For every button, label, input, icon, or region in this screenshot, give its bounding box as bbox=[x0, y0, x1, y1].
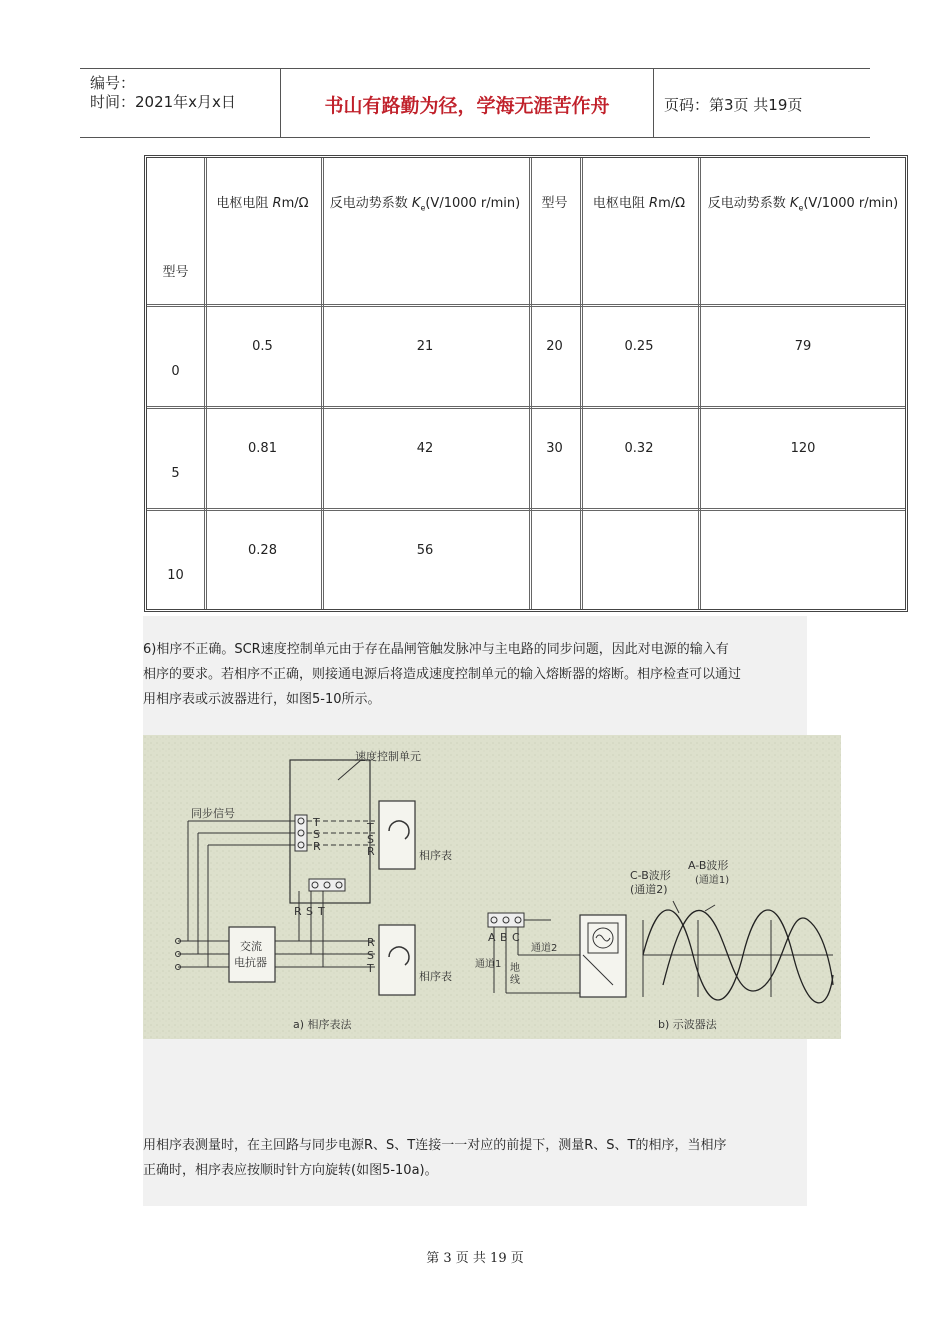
paragraph-line: 用相序表或示波器进行，如图5-10所示。 bbox=[143, 692, 381, 707]
unit-t-label: T bbox=[318, 905, 325, 918]
table-header-emf-2 bbox=[698, 192, 908, 213]
page-header bbox=[80, 68, 870, 138]
phase-meter-bottom-label: 相序表 bbox=[419, 970, 452, 983]
header-page-label: 页码：第3页 共19页 bbox=[664, 96, 803, 114]
paragraph-line: 相序的要求。若相序不正确，则接通电源后将造成速度控制单元的输入熔断器的熔断。相序检查可以通过 bbox=[143, 667, 742, 682]
unit-r-label: R bbox=[294, 905, 302, 918]
emf-prefix: 反电动势系数 bbox=[707, 196, 790, 211]
table-cell-model: 30 bbox=[546, 441, 563, 456]
figure-5-10 bbox=[143, 735, 841, 1039]
emf-subscript: e bbox=[798, 203, 804, 213]
meter-top-t-label: T bbox=[367, 821, 374, 834]
table-header-resistance-2 bbox=[580, 192, 698, 211]
table-header-model-1: 型号 bbox=[162, 265, 189, 280]
terminal-r-label: R bbox=[313, 840, 321, 853]
paragraph-line: 正确时，相序表应按顺时针方向旋转(如图5-10a)。 bbox=[143, 1163, 438, 1178]
document-number-label: 编号： bbox=[90, 74, 136, 92]
table-cell-model: 20 bbox=[546, 339, 563, 354]
emf-unit: (V/1000 r/min) bbox=[425, 196, 521, 211]
speed-control-unit-label: 速度控制单元 bbox=[355, 750, 421, 763]
meter-bottom-r-label: R bbox=[367, 936, 375, 949]
resistance-symbol: R bbox=[272, 196, 282, 211]
header-left-cell bbox=[80, 69, 281, 137]
document-time-label: 时间：2021年x月x日 bbox=[90, 93, 236, 111]
meter-top-s-label: S bbox=[367, 833, 374, 846]
header-center-cell bbox=[281, 69, 654, 137]
unit-s-label: S bbox=[306, 905, 313, 918]
table-cell-model: 5 bbox=[171, 466, 180, 481]
paragraph-phase-sequence bbox=[143, 637, 803, 712]
table-cell-emf: 56 bbox=[416, 543, 434, 558]
emf-subscript: e bbox=[420, 203, 426, 213]
terminal-t-label: T bbox=[313, 816, 320, 829]
resistance-symbol: R bbox=[649, 196, 659, 211]
meter-top-r-label: R bbox=[367, 845, 375, 858]
meter-bottom-t-label: T bbox=[367, 962, 374, 975]
table-cell-resistance: 0.32 bbox=[624, 441, 654, 456]
ab-waveform-channel: (通道1) bbox=[695, 875, 730, 886]
table-cell-emf: 79 bbox=[794, 339, 812, 354]
table-header-resistance-1 bbox=[204, 192, 321, 211]
emf-unit: (V/1000 r/min) bbox=[803, 196, 899, 211]
channel-2-label: 通道2 bbox=[531, 943, 558, 954]
table-cell-emf: 42 bbox=[416, 441, 434, 456]
table-header-emf-1 bbox=[321, 192, 529, 213]
phase-meter-top-label: 相序表 bbox=[419, 849, 452, 862]
table-cell-resistance: 0.25 bbox=[624, 339, 654, 354]
sync-signal-label: 同步信号 bbox=[191, 807, 235, 820]
table-cell-model: 10 bbox=[167, 568, 184, 583]
ground-label-line2: 线 bbox=[510, 975, 520, 986]
header-right-cell bbox=[654, 69, 870, 137]
caption-oscilloscope-method: b) 示波器法 bbox=[658, 1018, 717, 1031]
paragraph-phase-meter bbox=[143, 1133, 803, 1183]
table-cell-resistance: 0.5 bbox=[252, 339, 273, 354]
cb-waveform-channel: (通道2) bbox=[630, 883, 668, 896]
resistance-prefix: 电枢电阻 bbox=[216, 196, 273, 211]
reactor-label-line1: 交流 bbox=[240, 940, 262, 953]
motor-parameter-table bbox=[144, 155, 908, 612]
table-cell-emf: 120 bbox=[790, 441, 816, 456]
caption-phase-meter-method: a) 相序表法 bbox=[293, 1018, 352, 1031]
resistance-prefix: 电枢电阻 bbox=[592, 196, 650, 211]
resistance-unit: m/Ω bbox=[658, 196, 686, 211]
resistance-unit: m/Ω bbox=[281, 196, 309, 211]
ground-label-line1: 地 bbox=[510, 963, 520, 974]
emf-symbol: K bbox=[789, 196, 799, 211]
terminal-a-label: A bbox=[488, 931, 496, 944]
paragraph-line: 6)相序不正确。SCR速度控制单元由于存在晶闸管触发脉冲与主电路的同步问题，因此对电源的输入有 bbox=[143, 642, 729, 657]
header-motto: 书山有路勤为径，学海无涯苦作舟 bbox=[324, 95, 610, 117]
terminal-c-label: C bbox=[512, 931, 520, 944]
reactor-label-line2: 电抗器 bbox=[234, 956, 267, 969]
channel-1-label: 通道1 bbox=[475, 959, 502, 970]
table-header-model-2: 型号 bbox=[541, 196, 568, 211]
table-cell-resistance: 0.81 bbox=[248, 441, 277, 456]
meter-bottom-s-label: S bbox=[367, 949, 374, 962]
table-cell-model: 0 bbox=[171, 364, 180, 379]
paragraph-line: 用相序表测量时，在主回路与同步电源R、S、T连接一一对应的前提下，测量R、S、T的相序，当相序 bbox=[143, 1138, 727, 1153]
table-cell-emf: 21 bbox=[416, 339, 434, 354]
emf-symbol: K bbox=[411, 196, 421, 211]
emf-prefix: 反电动势系数 bbox=[329, 196, 412, 211]
terminal-b-label: B bbox=[500, 931, 508, 944]
page-footer: 第 3 页 共 19 页 bbox=[426, 1251, 524, 1266]
ab-waveform-label: A-B波形 bbox=[688, 859, 729, 872]
cb-waveform-label: C-B波形 bbox=[630, 869, 671, 882]
terminal-s-label: S bbox=[313, 828, 320, 841]
table-cell-resistance: 0.28 bbox=[248, 543, 277, 558]
